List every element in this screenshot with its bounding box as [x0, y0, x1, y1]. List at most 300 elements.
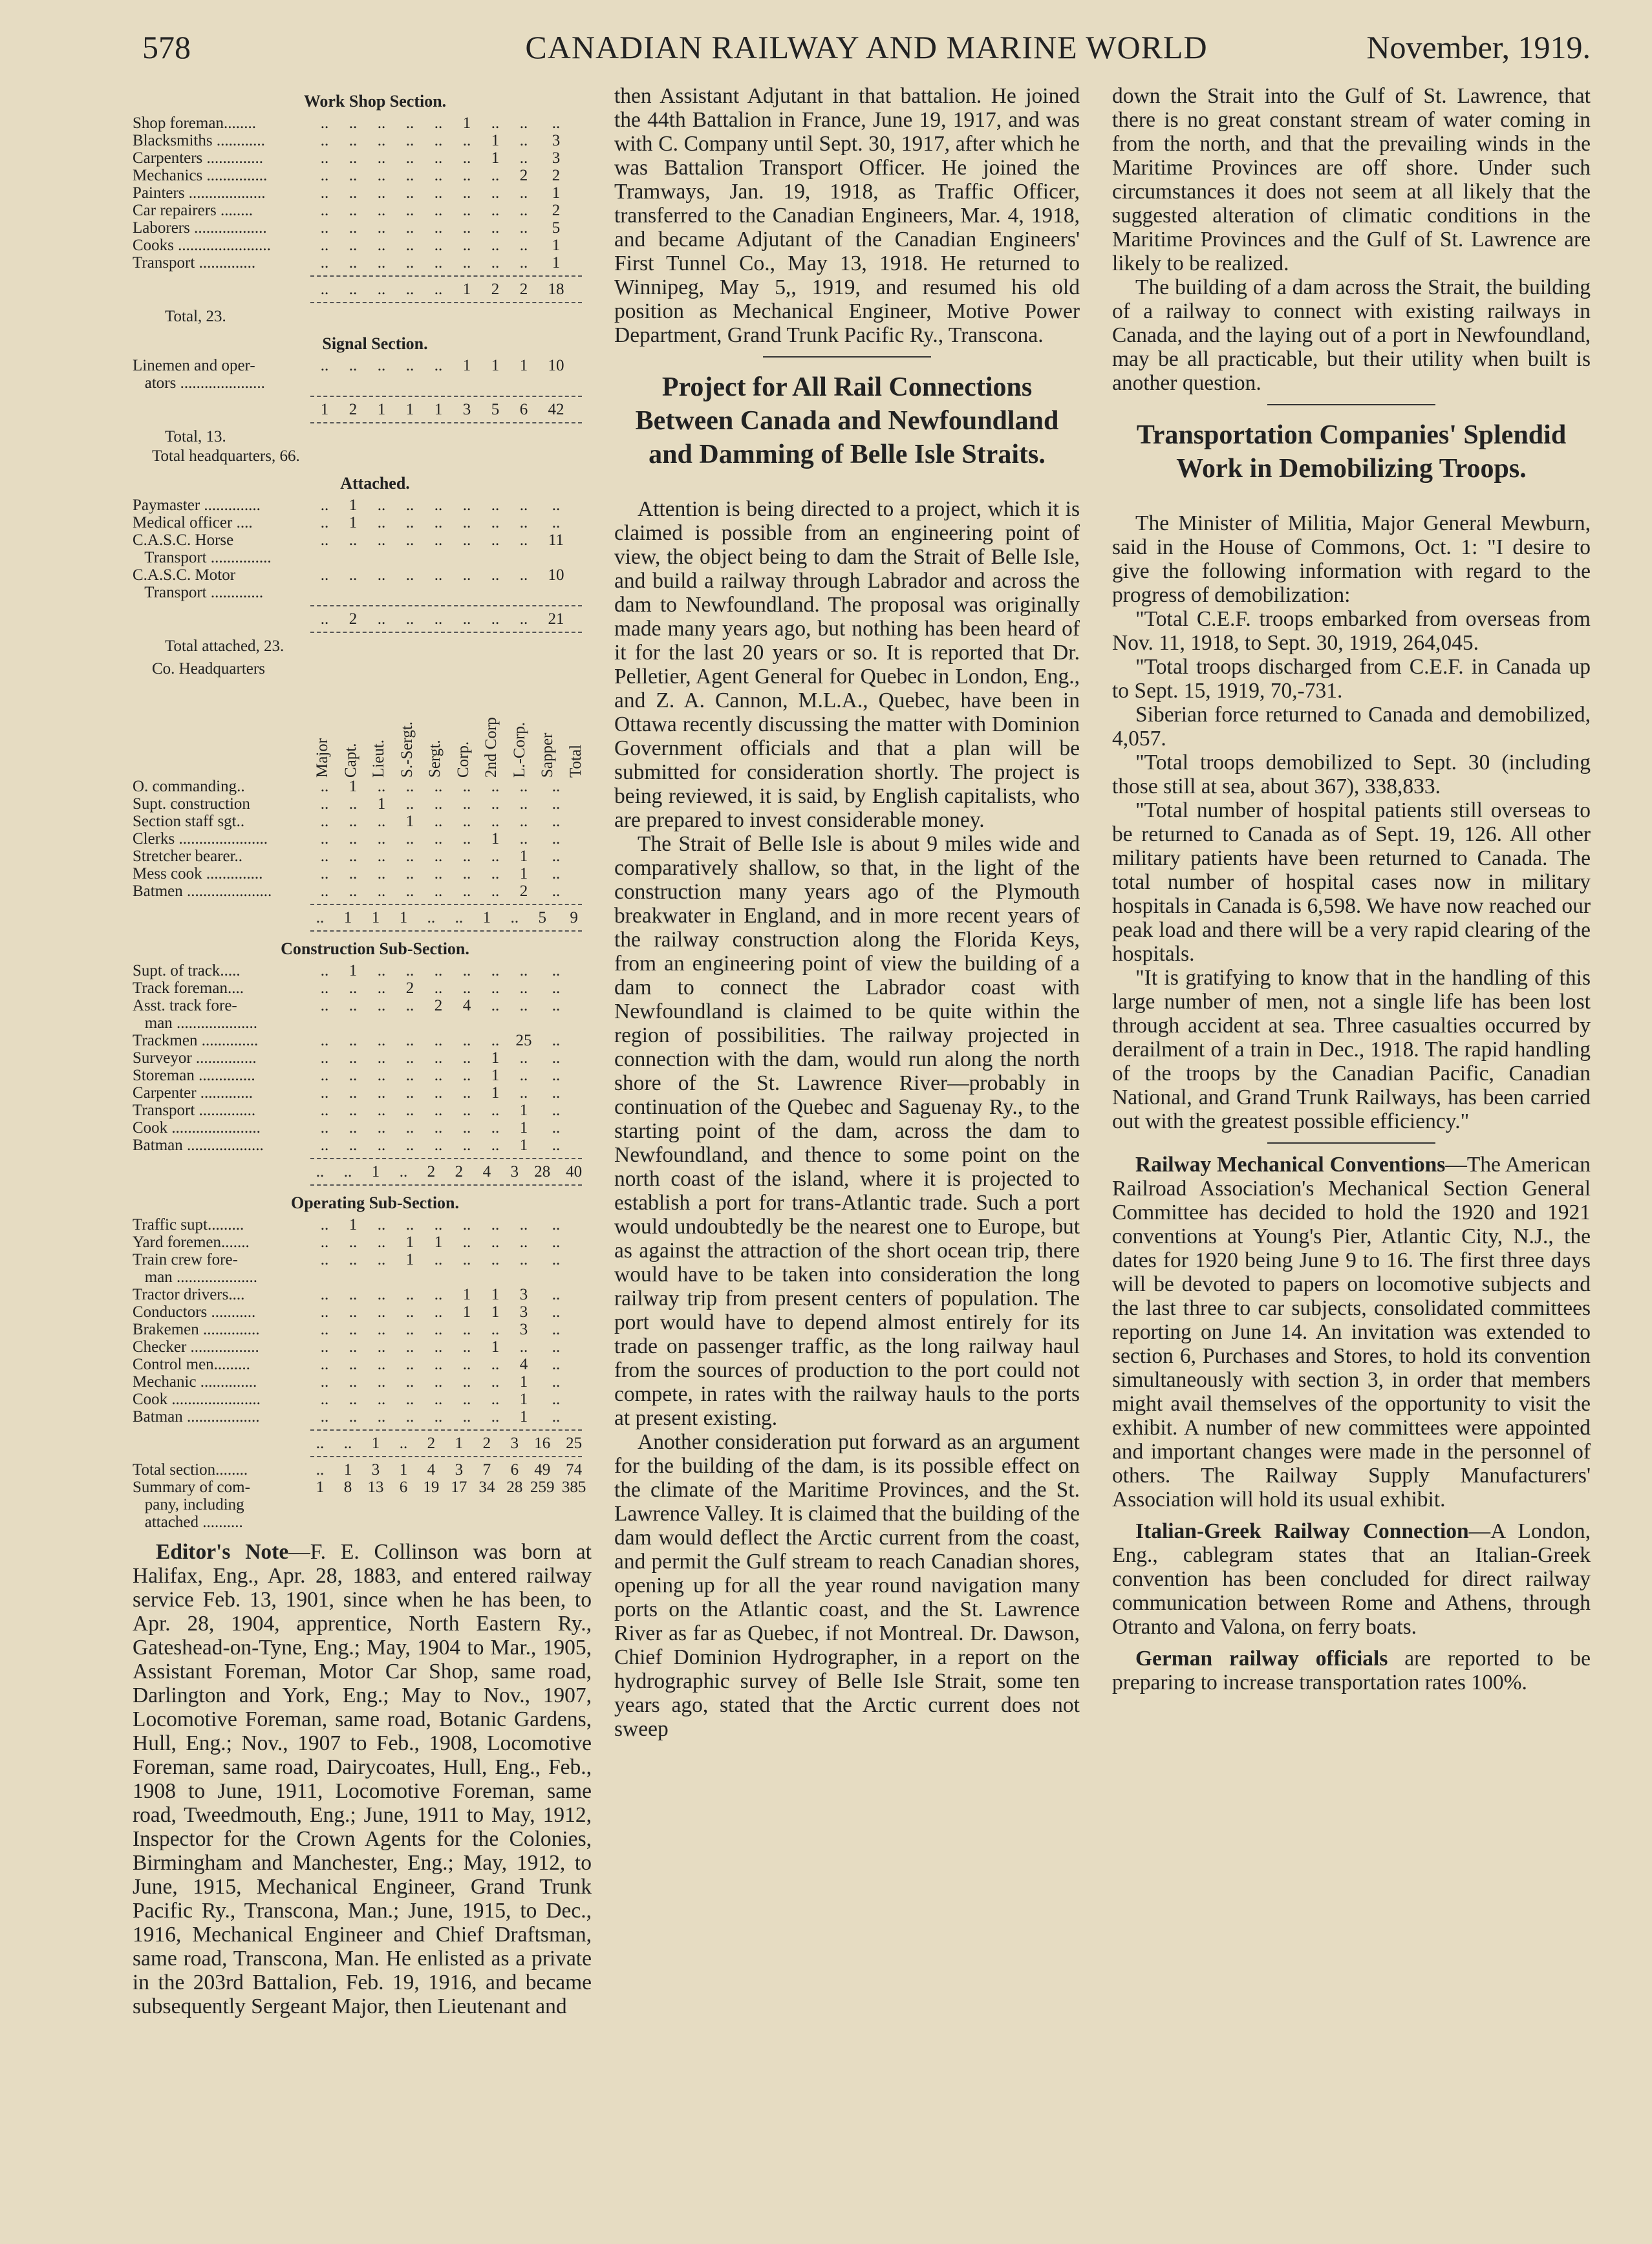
table-rule [310, 632, 582, 633]
row-cell: .. [405, 202, 414, 219]
divider [763, 356, 931, 358]
table-row [133, 979, 592, 997]
row-cell: .. [320, 281, 329, 298]
row-label: Carpenters .............. [133, 149, 264, 167]
row-cell: .. [377, 114, 386, 132]
row-label: Laborers .................. [133, 219, 267, 237]
row-cell: .. [462, 795, 471, 813]
row-cell: 1 [405, 813, 414, 830]
row-cell: .. [462, 1338, 471, 1356]
row-label: Section staff sgt.. [133, 813, 245, 830]
row-cell: .. [519, 1067, 528, 1084]
row-cell: .. [552, 813, 561, 830]
row-cell: .. [434, 1102, 443, 1119]
divider [1267, 1142, 1435, 1144]
row-cell: 1 [491, 357, 500, 374]
row-cell: .. [434, 962, 443, 979]
row-label: Mechanics ............... [133, 167, 268, 184]
row-cell: .. [405, 997, 414, 1014]
row-cell: 13 [367, 1479, 384, 1496]
row-cell: .. [491, 997, 500, 1014]
row-label [133, 909, 306, 926]
row-label [133, 281, 310, 298]
italian-greek-text: —A London, Eng., cablegram states that an Italian-Greek convention has been concluded for direct railway communication between Rome and Athens, through Otranto and Valona, on ferry boats. [1112, 1519, 1591, 1639]
row-cell: .. [491, 1137, 500, 1154]
row-cell: .. [519, 962, 528, 979]
row-cell: .. [320, 531, 329, 549]
table-row [133, 882, 592, 900]
row-cell: .. [491, 813, 500, 830]
row-cell: 3 [519, 1286, 528, 1303]
row-cell: .. [320, 1338, 329, 1356]
attached-title: Attached. [340, 474, 410, 493]
row-cell: .. [462, 202, 471, 219]
collinson-continuation: then Assistant Adjutant in that battalion. He joined the 44th Battalion in France, June 19, 1917, and was with C. Company until Sept. 30, 1917, after which he was Battalion Transport Officer. He joined the Tramways, Jan. 19, 1918, as Traffic Officer, transferred to the Canadian Engineers, Mar. 4, 1918, and became Adjutant of the Canadian Engineers' First Tunnel Co., May 13, 1918. He returned to Winnipeg, May 5,, 1919, and resumed his old position as Mechanical Engineer, Motive Power Department, Grand Trunk Pacific Ry., Transcona. [614, 84, 1080, 347]
row-cell: .. [377, 132, 386, 149]
table-row [133, 566, 592, 601]
table-row [133, 1479, 592, 1531]
table-row [133, 1234, 592, 1251]
row-cell: .. [491, 202, 500, 219]
row-cell: .. [462, 865, 471, 882]
german-railway-paragraph [1112, 1647, 1591, 1694]
row-cell: .. [377, 882, 386, 900]
row-cell: .. [491, 795, 500, 813]
row-cell: .. [552, 997, 561, 1014]
row-cell: 2 [491, 281, 500, 298]
table-rule [310, 422, 582, 423]
row-cell: .. [434, 566, 443, 584]
row-cell: .. [519, 514, 528, 531]
row-cell: .. [320, 497, 329, 514]
table-row [133, 132, 592, 149]
table-row [133, 610, 592, 628]
row-cell: 1 [519, 1391, 528, 1408]
row-cell: .. [434, 1216, 443, 1234]
row-cell: 1 [399, 909, 408, 926]
row-cell: .. [552, 514, 561, 531]
attached-total: Total attached, 23. [165, 637, 284, 655]
row-cell: .. [320, 610, 329, 628]
row-cell: 1 [491, 1049, 500, 1067]
co-hq-title: Co. Headquarters [152, 660, 265, 678]
row-cell: .. [399, 1435, 408, 1452]
row-cell: .. [552, 1234, 561, 1251]
row-cell: .. [349, 795, 358, 813]
row-cell: .. [491, 1391, 500, 1408]
row-cell: .. [491, 566, 500, 584]
row-cell: .. [349, 1251, 358, 1268]
row-cell: .. [349, 997, 358, 1014]
row-cell: .. [377, 1286, 386, 1303]
row-cell: 5 [552, 219, 561, 237]
row-cell: .. [491, 167, 500, 184]
row-cell: .. [377, 610, 386, 628]
row-cell: .. [405, 254, 414, 272]
row-cell: .. [377, 1251, 386, 1268]
signal-total: Total, 13. [165, 428, 226, 445]
row-cell: .. [377, 1338, 386, 1356]
row-cell: .. [519, 813, 528, 830]
row-cell: .. [552, 1216, 561, 1234]
rmc-lead: Railway Mechanical Conventions [1135, 1153, 1446, 1177]
row-cell: .. [349, 149, 358, 167]
row-cell: .. [349, 167, 358, 184]
row-label: Tractor drivers.... [133, 1286, 245, 1303]
table-row [133, 1032, 592, 1049]
row-cell: .. [349, 1102, 358, 1119]
row-cell: .. [519, 566, 528, 584]
row-cell: .. [405, 1216, 414, 1234]
table-rule [310, 1184, 582, 1186]
row-cell: .. [462, 237, 471, 254]
row-cell: 1 [455, 1435, 464, 1452]
co-hq-table [133, 778, 592, 932]
row-cell: 1 [519, 848, 528, 865]
row-cell: .. [552, 979, 561, 997]
row-cell: .. [349, 1373, 358, 1391]
row-label: Blacksmiths ............ [133, 132, 265, 149]
row-cell: 259 [530, 1479, 555, 1496]
signal-title: Signal Section. [322, 334, 428, 353]
row-cell: .. [462, 1216, 471, 1234]
row-cell: .. [552, 1391, 561, 1408]
table-rule [310, 1158, 582, 1159]
row-cell: .. [519, 1216, 528, 1234]
row-cell: .. [377, 848, 386, 865]
row-cell: .. [377, 531, 386, 549]
row-cell: .. [434, 497, 443, 514]
demob-p6: "Total number of hospital patients still overseas to be returned to Canada as of Sept. 19, 126. All other military patients have been returned to Canada. The total number of hospital cases now in military hospitals in Canada is 6,598. We have now reached our peak load and there will be a very rapid clearing of the hospitals. [1112, 798, 1591, 966]
row-cell: .. [434, 114, 443, 132]
table-rule [310, 1429, 582, 1431]
demobilization-headline: Transportation Companies' Splendid Work in Demobilizing Troops. [1136, 420, 1567, 484]
row-cell: 4 [462, 997, 471, 1014]
row-cell: .. [519, 531, 528, 549]
row-cell: .. [434, 514, 443, 531]
row-cell: .. [552, 882, 561, 900]
column-header: S.-Sergt. [398, 721, 416, 778]
row-cell: 1 [405, 401, 414, 418]
row-cell: 3 [519, 1303, 528, 1321]
row-cell: 1 [462, 357, 471, 374]
row-cell: 28 [506, 1479, 523, 1496]
row-cell: .. [405, 497, 414, 514]
table-row [133, 1119, 592, 1137]
row-cell: 1 [491, 132, 500, 149]
row-cell: .. [377, 497, 386, 514]
row-cell: .. [377, 254, 386, 272]
row-label: Summary of com- pany, including attached .......... [133, 1479, 250, 1531]
table-row [133, 149, 592, 167]
row-cell: .. [462, 1234, 471, 1251]
row-label: Brakemen .............. [133, 1321, 260, 1338]
table-row [133, 219, 592, 237]
row-cell: .. [462, 1119, 471, 1137]
row-cell: .. [377, 184, 386, 202]
demob-p4: Siberian force returned to Canada and demobilized, 4,057. [1112, 703, 1591, 751]
row-label: Mess cook .............. [133, 865, 263, 882]
row-cell: .. [462, 219, 471, 237]
row-cell: .. [349, 357, 358, 374]
row-cell: .. [405, 167, 414, 184]
row-cell: 1 [320, 401, 329, 418]
attached-table [133, 497, 592, 633]
signal-table [133, 357, 592, 423]
table-row [133, 497, 592, 514]
row-label: Cook ...................... [133, 1119, 261, 1137]
row-cell: .. [320, 1084, 329, 1102]
table-row [133, 1303, 592, 1321]
column-header: Capt. [341, 743, 359, 778]
row-cell: .. [491, 1356, 500, 1373]
row-cell: .. [434, 237, 443, 254]
row-cell: 3 [462, 401, 471, 418]
row-cell: .. [405, 1084, 414, 1102]
row-label: Stretcher bearer.. [133, 848, 243, 865]
row-cell: .. [320, 202, 329, 219]
row-cell: .. [405, 1408, 414, 1426]
row-cell: .. [434, 202, 443, 219]
row-cell: .. [427, 909, 436, 926]
table-row [133, 1163, 592, 1181]
row-cell: 1 [491, 1338, 500, 1356]
row-cell: .. [519, 184, 528, 202]
row-label: Paymaster .............. [133, 497, 261, 514]
row-cell: .. [519, 497, 528, 514]
row-cell: 1 [519, 1408, 528, 1426]
row-cell: .. [434, 219, 443, 237]
row-cell: 3 [552, 132, 561, 149]
row-cell: .. [405, 531, 414, 549]
row-cell: .. [462, 132, 471, 149]
row-cell: .. [320, 1321, 329, 1338]
row-cell: .. [462, 1102, 471, 1119]
belle-isle-p1: Attention is being directed to a project, which it is claimed is possible from an engineering point of view, the object being to dam the Strait of Belle Isle, and build a railway through Labrador and across the dam to Newfoundland. The proposal was originally made many years ago, but nothing has been heard of it for the last 20 years or so. It is reported that Dr. Pelletier, Agent General for Quebec in London, Eng., and Z. A. Cannon, M.L.A., Quebec, have been in Ottawa recently discussing the matter with Dominion Government officials and that a plan will be submitted for consideration shortly. The project is being reviewed, it is said, by English capitalists, who are prepared to invest considerable money. [614, 497, 1080, 832]
row-cell: .. [434, 813, 443, 830]
row-cell: 1 [491, 1067, 500, 1084]
row-cell: .. [349, 1338, 358, 1356]
row-cell: 34 [478, 1479, 495, 1496]
row-cell: .. [491, 1032, 500, 1049]
row-cell: 1 [482, 909, 491, 926]
column-header: Lieut. [370, 739, 387, 778]
row-cell: .. [377, 979, 386, 997]
row-cell: 2 [519, 882, 528, 900]
row-cell: .. [462, 254, 471, 272]
table-row [133, 1373, 592, 1391]
row-cell: .. [552, 848, 561, 865]
row-cell: .. [377, 1084, 386, 1102]
row-cell: .. [405, 1338, 414, 1356]
row-cell: .. [377, 1049, 386, 1067]
row-cell: 1 [377, 401, 386, 418]
row-cell: .. [491, 778, 500, 795]
row-cell: .. [491, 497, 500, 514]
construction-table [133, 962, 592, 1186]
row-cell: .. [462, 830, 471, 848]
row-cell: .. [349, 979, 358, 997]
table-rule [310, 1456, 582, 1457]
row-cell: .. [377, 281, 386, 298]
row-cell: .. [377, 1391, 386, 1408]
row-cell: .. [405, 610, 414, 628]
row-cell: 1 [371, 1163, 380, 1181]
row-cell: .. [405, 830, 414, 848]
row-cell: 2 [427, 1163, 436, 1181]
table-rule [310, 930, 582, 932]
row-cell: 6 [510, 1461, 519, 1479]
row-cell: 1 [399, 1461, 408, 1479]
row-label: Conductors ........... [133, 1303, 256, 1321]
table-row [133, 1356, 592, 1373]
row-cell: .. [349, 1303, 358, 1321]
row-cell: .. [405, 514, 414, 531]
row-cell: .. [405, 795, 414, 813]
table-row [133, 357, 592, 392]
row-cell: .. [349, 848, 358, 865]
row-cell: .. [320, 882, 329, 900]
row-label: O. commanding.. [133, 778, 245, 795]
row-label: Cook ...................... [133, 1391, 261, 1408]
demob-p5: "Total troops demobilized to Sept. 30 (including those still at sea, about 367), 338,833. [1112, 751, 1591, 798]
table-row [133, 778, 592, 795]
row-cell: .. [519, 1049, 528, 1067]
row-cell: .. [320, 1251, 329, 1268]
row-cell: 6 [399, 1479, 408, 1496]
row-cell: .. [405, 962, 414, 979]
row-cell: 1 [552, 237, 561, 254]
table-row [133, 1435, 592, 1452]
row-cell: 2 [405, 979, 414, 997]
row-cell: .. [377, 1408, 386, 1426]
demob-p2: "Total C.E.F. troops embarked from overseas from Nov. 11, 1918, to Sept. 30, 1919, 264,045. [1112, 607, 1591, 655]
issue-date: November, 1919. [1366, 29, 1591, 65]
row-cell: .. [519, 237, 528, 254]
construction-title: Construction Sub-Section. [281, 939, 469, 958]
row-cell: .. [434, 1137, 443, 1154]
row-cell: 4 [427, 1461, 436, 1479]
row-cell: .. [349, 1049, 358, 1067]
row-cell: .. [377, 1137, 386, 1154]
row-label: Track foreman.... [133, 979, 244, 997]
row-cell: .. [320, 997, 329, 1014]
table-row [133, 184, 592, 202]
row-cell: 2 [455, 1163, 464, 1181]
row-cell: 1 [491, 1286, 500, 1303]
row-label: Traffic supt......... [133, 1216, 244, 1234]
row-cell: 74 [566, 1461, 583, 1479]
row-cell: 1 [343, 909, 352, 926]
row-cell: .. [491, 184, 500, 202]
row-cell: .. [552, 795, 561, 813]
row-cell: .. [377, 566, 386, 584]
row-cell: .. [377, 778, 386, 795]
demob-p3: "Total troops discharged from C.E.F. in Canada up to Sept. 15, 1919, 70,-731. [1112, 655, 1591, 703]
row-cell: 1 [519, 1137, 528, 1154]
row-cell: .. [552, 1032, 561, 1049]
row-cell: .. [405, 1067, 414, 1084]
editors-note-lead: Editor's Note [156, 1540, 289, 1564]
row-cell: .. [349, 1137, 358, 1154]
row-cell: .. [434, 1338, 443, 1356]
row-cell: .. [491, 979, 500, 997]
row-label: Shop foreman........ [133, 114, 256, 132]
row-cell: 3 [510, 1435, 519, 1452]
table-row [133, 167, 592, 184]
row-cell: .. [405, 149, 414, 167]
row-cell: 3 [510, 1163, 519, 1181]
table-row [133, 202, 592, 219]
row-cell: .. [320, 254, 329, 272]
row-cell: .. [320, 1303, 329, 1321]
workshop-title: Work Shop Section. [303, 92, 447, 111]
row-cell: .. [320, 1119, 329, 1137]
row-cell: .. [377, 202, 386, 219]
row-cell: .. [491, 531, 500, 549]
row-label: Mechanic .............. [133, 1373, 257, 1391]
row-cell: 2 [519, 281, 528, 298]
column-header: 2nd Corp [482, 717, 500, 778]
hq-total: Total headquarters, 66. [152, 447, 300, 465]
row-cell: .. [320, 1032, 329, 1049]
row-cell: .. [434, 865, 443, 882]
row-cell: .. [349, 882, 358, 900]
row-cell: .. [552, 1303, 561, 1321]
table-rule [310, 275, 582, 277]
table-row [133, 997, 592, 1032]
table-row [133, 254, 592, 272]
row-cell: .. [462, 778, 471, 795]
row-cell: .. [552, 497, 561, 514]
row-cell: .. [349, 813, 358, 830]
row-label: Cooks ....................... [133, 237, 271, 254]
row-cell: .. [316, 1435, 325, 1452]
row-cell: .. [491, 1119, 500, 1137]
row-cell: .. [320, 865, 329, 882]
row-cell: .. [491, 237, 500, 254]
row-cell: .. [377, 1356, 386, 1373]
row-cell: .. [491, 1408, 500, 1426]
table-row [133, 1321, 592, 1338]
row-cell: 5 [491, 401, 500, 418]
row-cell: 25 [566, 1435, 583, 1452]
row-cell: .. [320, 184, 329, 202]
row-cell: .. [434, 1286, 443, 1303]
row-cell: .. [519, 997, 528, 1014]
row-cell: .. [405, 882, 414, 900]
table-row [133, 1286, 592, 1303]
row-cell: .. [349, 1356, 358, 1373]
table-row [133, 865, 592, 882]
row-cell: .. [491, 254, 500, 272]
table-row [133, 1461, 592, 1479]
row-cell: .. [434, 1356, 443, 1373]
row-cell: .. [316, 1163, 325, 1181]
row-cell: .. [491, 1102, 500, 1119]
row-cell: 17 [451, 1479, 467, 1496]
row-cell: .. [434, 882, 443, 900]
table-row [133, 1137, 592, 1154]
row-cell: .. [462, 566, 471, 584]
row-cell: .. [405, 1049, 414, 1067]
row-cell: .. [552, 1049, 561, 1067]
row-cell: 1 [349, 514, 358, 531]
row-cell: .. [519, 114, 528, 132]
row-cell: .. [552, 962, 561, 979]
row-cell: .. [405, 1286, 414, 1303]
table-row [133, 1084, 592, 1102]
